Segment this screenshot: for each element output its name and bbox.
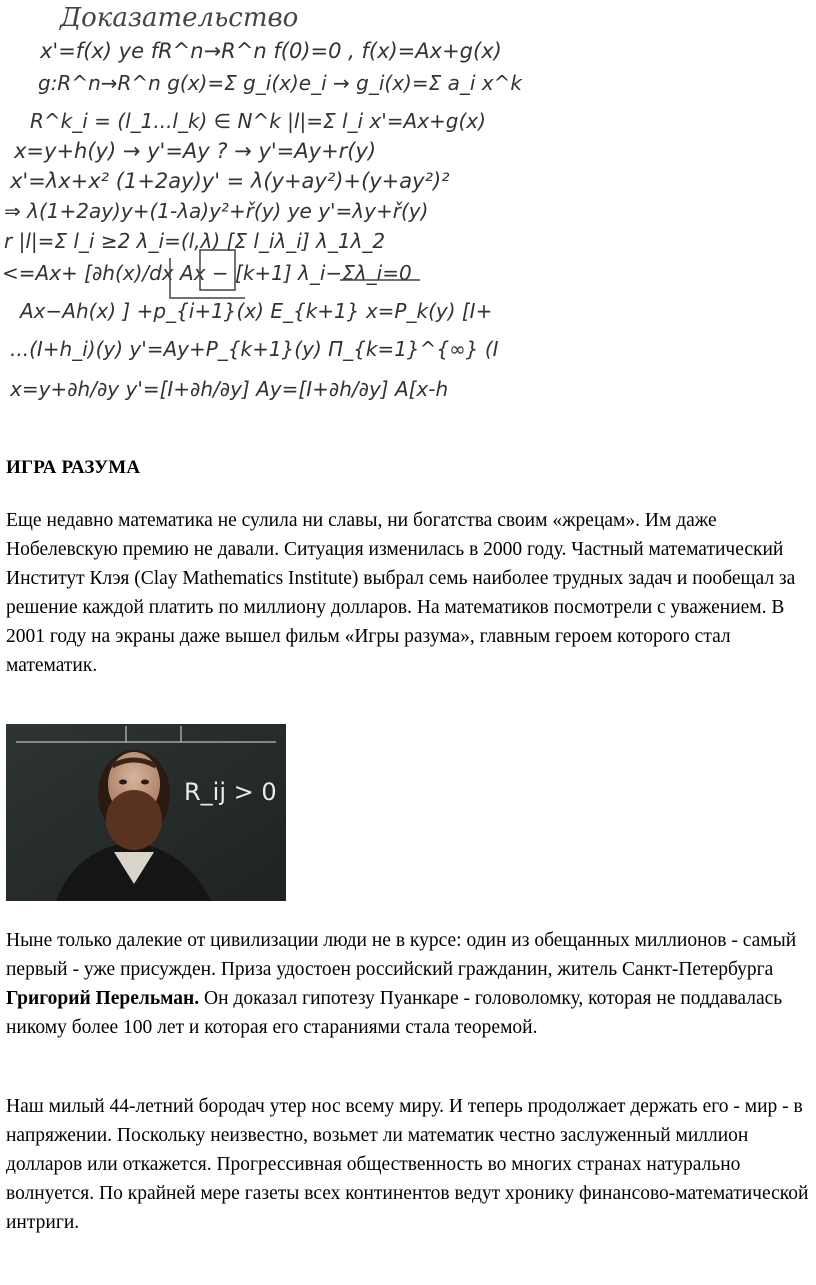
math-line: x=y+∂h/∂y y'=[I+∂h/∂y] Ay=[I+∂h/∂y] A[x-h (10, 377, 449, 401)
paragraph-perelman-text-2: Он доказал гипотезу Пуанкаре - головоломку, которая не поддавалась никому более 100 лет и которая его стараниями стала теоремой. (6, 988, 783, 1038)
paragraph-intro: Еще недавно математика не сулила ни славы, ни богатства своим «жрецам». Им даже Нобелевскую премию не давали. Ситуация изменилась в 2000 году. Частный математический Институт Клэя (Clay Mathematics Institute) выбрал семь наиболее трудных задач и пообещал за решение каждой платить по миллиону долларов. На математиков посмотрели с уважением. В 2001 году на экраны даже вышел фильм «Игры разума», главным героем которого стал математик. (6, 510, 796, 676)
math-line: x=y+h(y) → y'=Ay ? → y'=Ay+r(y) (14, 139, 377, 163)
paragraph-perelman (6, 926, 816, 1042)
math-line: r |l|=Σ l_i ≥2 λ_i=(l,λ) [Σ l_iλ_i] λ_1λ_2 (4, 229, 386, 253)
perelman-photo (6, 724, 286, 901)
math-formulas-image (0, 0, 522, 428)
board-text: R_ij > 0 (184, 778, 277, 806)
math-line: x'=λx+x² (1+2ay)y' = λ(y+ay²)+(y+ay²)² (10, 169, 450, 193)
math-line: R^k_i = (l_1...l_k) ∈ N^k |l|=Σ l_i x'=Ax+g(x) (30, 109, 486, 133)
math-title: Доказательство (60, 3, 299, 33)
math-line: <=Ax+ [∂h(x)/dx Ax − [k+1] λ_i−Σλ_i=0 (2, 261, 412, 285)
article-heading: ИГРА РАЗУМА (6, 457, 141, 478)
paragraph-million: Наш милый 44-летний бородач утер нос всему миру. И теперь продолжает держать его - мир - в напряжении. Поскольку неизвестно, возьмет ли математик честно заслуженный миллион долларов или откажется. Прогрессивная общественность во многих странах натурально волнуется. По крайней мере газеты всех континентов ведут хронику финансово-математической интриги. (6, 1096, 809, 1233)
math-line: ...(I+h_i)(y) y'=Ay+P_{k+1}(y) Π_{k=1}^{∞} (I (10, 337, 499, 361)
paragraph-perelman-text-1: Ныне только далекие от цивилизации люди не в курсе: один из обещанных миллионов - самый первый - уже присужден. Приза удостоен российский гражданин, житель Санкт-Петербурга (6, 930, 797, 980)
math-line: g:R^n→R^n g(x)=Σ g_i(x)e_i → g_i(x)=Σ a_i x^k (38, 71, 522, 95)
math-line: x'=f(x) ye fR^n→R^n f(0)=0 , f(x)=Ax+g(x) (40, 39, 502, 63)
math-line: Ax−Ah(x) ] +p_{i+1}(x) E_{k+1} x=P_k(y) [I+ (20, 299, 493, 323)
perelman-name: Григорий Перельман. (6, 988, 200, 1009)
math-line: ⇒ λ(1+2ay)y+(1-λa)y²+ř(y) ye y'=λy+ř(y) (4, 199, 429, 223)
